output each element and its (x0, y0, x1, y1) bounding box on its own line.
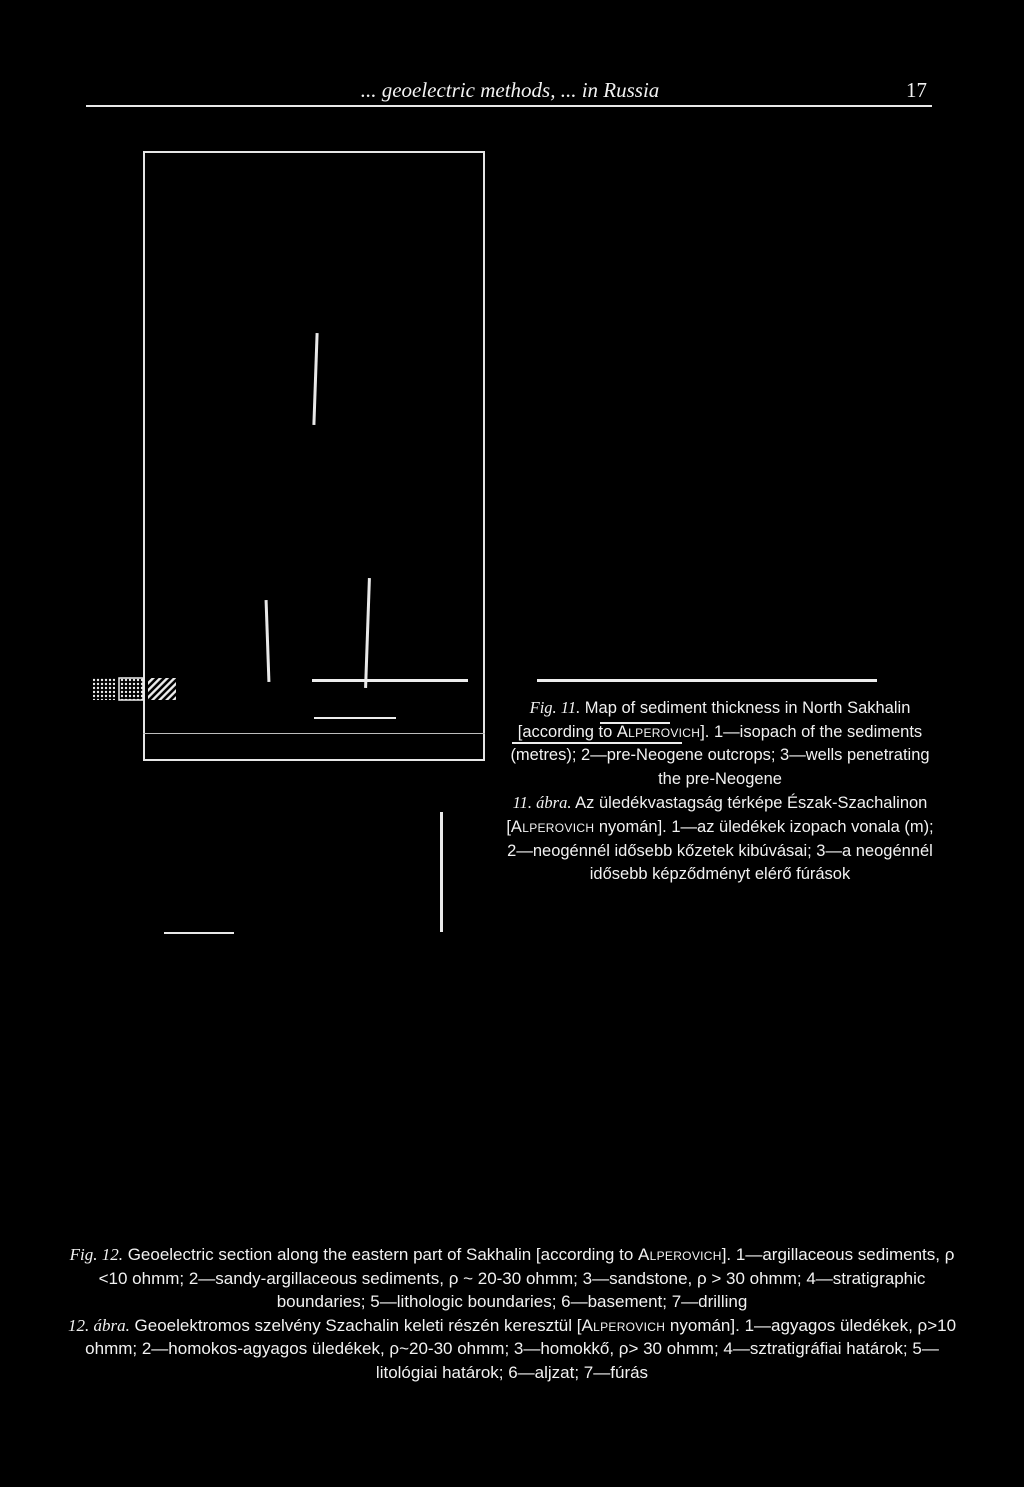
figure-label: 11. ábra. (512, 793, 572, 813)
caption-legend: 1—argillaceous sediments, ρ <10 ohmm; 2—sandy-argillaceous sediments, ρ ~ 20-30 ohmm; 3—sandstone, ρ > 30 ohmm; 4—stratigraphic boundaries; 5—lithologic boundaries; 6—basement; 7—drilling (98, 1245, 955, 1311)
legend-swatch-sandy-argillaceous (119, 678, 143, 700)
figure-11-caption-hu (505, 791, 935, 886)
figure-11-map-bottom-rule (143, 733, 485, 734)
section-boundary-line (314, 717, 396, 719)
caption-author: Alperovich (510, 817, 595, 836)
legend-swatch-argillaceous (93, 678, 115, 700)
figure-12-legend-swatches (92, 674, 178, 702)
caption-legend: 1—isopach of the sediments (metres); 2—pre-Neogene outcrops; 3—wells penetrating the pre-Neogene (510, 722, 930, 788)
caption-title-end: ]. (721, 1245, 732, 1264)
map-stroke (440, 812, 443, 932)
caption-title-end: nyomán]. (594, 817, 667, 836)
section-boundary-line (512, 742, 682, 744)
caption-title: Geoelectric section along the eastern part of Sakhalin [according to (122, 1245, 638, 1264)
caption-author: Alperovich (616, 722, 701, 741)
caption-title: Map of sediment thickness in North Sakhalin [according to (517, 699, 911, 741)
header-rule (86, 105, 932, 107)
page-number: 17 (906, 78, 927, 102)
section-boundary-line (537, 679, 877, 682)
map-stroke (164, 932, 234, 934)
figure-11-caption (505, 696, 935, 887)
figure-11-map-frame (143, 151, 485, 761)
caption-legend: 1—agyagos üledékek, ρ>10 ohmm; 2—homokos-agyagos üledékek, ρ~20-30 ohmm; 3—homokkő, ρ> 30 ohmm; 4—sztratigráfiai határok; 5—litológiai határok; 6—aljzat; 7—fúrás (85, 1315, 957, 1382)
figure-label: 12. ábra. (67, 1315, 130, 1335)
caption-author: Alperovich (581, 1315, 666, 1335)
legend-swatch-sandstone (148, 678, 176, 700)
caption-title: Az üledékvastagság térképe Észak-Szachalinon [ (506, 794, 928, 836)
caption-title-end: ]. (700, 722, 710, 741)
caption-legend: 1—az üledékek izopach vonala (m); 2—neogénnél idősebb kőzetek kibúvásai; 3—a neogénnél idősebb képződményt elérő fúrások (507, 817, 934, 884)
caption-title-end: nyomán]. (665, 1315, 740, 1335)
section-boundary-line (600, 722, 670, 724)
figure-label: Fig. 12. (69, 1245, 123, 1264)
figure-12-caption-en (60, 1243, 964, 1314)
figure-12-caption (60, 1243, 964, 1384)
running-header-title: ... geoelectric methods, ... in Russia (360, 78, 660, 102)
figure-label: Fig. 11. (529, 698, 581, 717)
figure-12-caption-hu (60, 1314, 964, 1385)
caption-title: Geoelektromos szelvény Szachalin keleti részén keresztül [ (129, 1315, 582, 1335)
caption-author: Alperovich (638, 1245, 722, 1264)
section-boundary-line (312, 679, 468, 682)
